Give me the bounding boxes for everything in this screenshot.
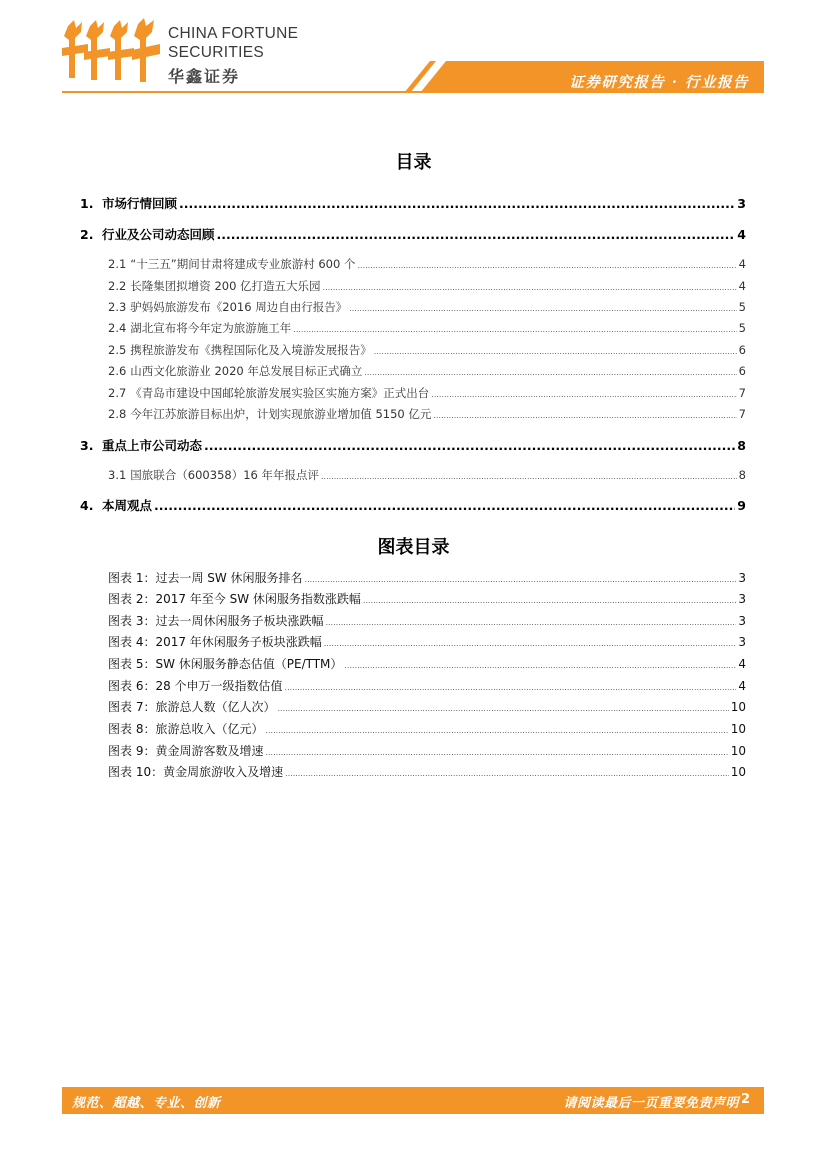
toc-entry[interactable] bbox=[108, 385, 746, 401]
toc-entry-label: 国旅联合（600358）16 年年报点评 bbox=[130, 468, 319, 482]
dot-leader bbox=[293, 325, 736, 334]
brand-name-cn: 华鑫证券 bbox=[168, 69, 241, 86]
dot-leader bbox=[321, 472, 737, 481]
figure-entry[interactable] bbox=[108, 612, 746, 629]
toc-entry-number: 2.7 bbox=[108, 386, 127, 400]
toc-entry[interactable] bbox=[108, 256, 746, 272]
toc-entry-number: 2.8 bbox=[108, 407, 127, 421]
dot-leader bbox=[285, 769, 729, 778]
dot-leader bbox=[344, 661, 736, 670]
dot-leader bbox=[324, 639, 737, 648]
figure-entry-page: 3 bbox=[738, 614, 746, 628]
toc-entry-number: 2.1 bbox=[108, 257, 127, 271]
figure-entry-label: 图表 2：2017 年至今 SW 休闲服务指数涨跌幅 bbox=[108, 592, 361, 606]
toc-entry-number: 2.4 bbox=[108, 321, 127, 335]
dot-leader bbox=[277, 704, 728, 713]
toc-entry-label: 重点上市公司动态 bbox=[102, 438, 203, 453]
toc-entry-number: 1. bbox=[80, 196, 94, 211]
figure-entry[interactable] bbox=[108, 698, 746, 715]
figure-entry-page: 10 bbox=[730, 700, 746, 714]
toc-entry-number: 2.5 bbox=[108, 343, 127, 357]
figure-entry[interactable] bbox=[108, 633, 746, 650]
figure-entry-page: 10 bbox=[730, 765, 746, 779]
toc-entry-number: 2. bbox=[80, 227, 94, 242]
figure-entry[interactable] bbox=[108, 677, 746, 694]
dot-leader bbox=[265, 726, 728, 735]
toc-entry-label: 市场行情回顾 bbox=[102, 196, 178, 211]
toc-entry-page: 7 bbox=[738, 407, 746, 421]
dot-leader bbox=[363, 596, 736, 605]
figure-entry-label: 图表 4：2017 年休闲服务子板块涨跌幅 bbox=[108, 635, 322, 649]
dot-leader bbox=[179, 196, 735, 211]
toc-entry-number: 3. bbox=[80, 438, 94, 453]
toc-entry-page: 6 bbox=[738, 343, 746, 357]
toc-entry-number: 4. bbox=[80, 498, 94, 513]
figure-entry-page: 10 bbox=[730, 722, 746, 736]
toc-entry[interactable] bbox=[108, 278, 746, 294]
toc-entry-label: 山西文化旅游业 2020 年总发展目标正式确立 bbox=[130, 364, 363, 378]
toc-entry-page: 4 bbox=[738, 257, 746, 271]
toc-entry-label: 湖北宣布将今年定为旅游施工年 bbox=[130, 321, 292, 335]
toc-entry[interactable] bbox=[80, 225, 746, 243]
toc-entry-page: 7 bbox=[738, 386, 746, 400]
dot-leader bbox=[285, 683, 737, 692]
figure-entry[interactable] bbox=[108, 763, 746, 780]
brand-name-en-line2: SECURITIES bbox=[168, 44, 265, 61]
toc-entry-number: 2.2 bbox=[108, 279, 127, 293]
toc-entry-number: 2.6 bbox=[108, 364, 127, 378]
toc-entry-page: 4 bbox=[737, 227, 746, 242]
toc-entry[interactable] bbox=[108, 406, 746, 422]
figure-entry-page: 3 bbox=[738, 571, 746, 585]
toc-entry-number: 3.1 bbox=[108, 468, 127, 482]
figure-entry[interactable] bbox=[108, 655, 746, 672]
figure-list-title: 图表目录 bbox=[377, 537, 450, 558]
figure-entry[interactable] bbox=[108, 590, 746, 607]
figure-entry[interactable] bbox=[108, 742, 746, 759]
dot-leader bbox=[374, 347, 737, 356]
toc-entry-label: 《青岛市建设中国邮轮旅游发展实验区实施方案》正式出台 bbox=[130, 386, 430, 400]
figure-entry-page: 4 bbox=[738, 657, 746, 671]
figure-entry[interactable] bbox=[108, 569, 746, 586]
dot-leader bbox=[305, 575, 737, 584]
toc-entry-page: 4 bbox=[738, 279, 746, 293]
dot-leader bbox=[433, 411, 736, 420]
toc-entry-page: 5 bbox=[738, 300, 746, 314]
page-number: 2 bbox=[740, 1092, 750, 1107]
brand-name-en-line1: CHINA FORTUNE bbox=[168, 25, 299, 42]
figure-entry[interactable] bbox=[108, 720, 746, 737]
toc-entry-page: 9 bbox=[737, 498, 746, 513]
figure-entry-page: 3 bbox=[738, 592, 746, 606]
toc-entry-label: 驴妈妈旅游发布《2016 周边自由行报告》 bbox=[130, 300, 348, 314]
toc-entry-label: 长隆集团拟增资 200 亿打造五大乐园 bbox=[130, 279, 321, 293]
dot-leader bbox=[364, 368, 736, 377]
toc-entry-label: “十三五”期间甘肃将建成专业旅游村 600 个 bbox=[130, 257, 356, 271]
figure-entry-label: 图表 3：过去一周休闲服务子板块涨跌幅 bbox=[108, 614, 324, 628]
figure-entry-page: 10 bbox=[730, 744, 746, 758]
toc-entry-label: 今年江苏旅游目标出炉，计划实现旅游业增加值 5150 亿元 bbox=[130, 407, 432, 421]
toc-entry[interactable] bbox=[80, 194, 746, 212]
figure-entry-label: 图表 9：黄金周游客数及增速 bbox=[108, 744, 264, 758]
toc-entry-page: 6 bbox=[738, 364, 746, 378]
figure-entry-label: 图表 10：黄金周旅游收入及增速 bbox=[108, 765, 284, 779]
figure-entry-label: 图表 5：SW 休闲服务静态估值（PE/TTM） bbox=[108, 657, 343, 671]
toc-entry-label: 携程旅游发布《携程国际化及入境游发展报告》 bbox=[130, 343, 372, 357]
footer-disclaimer: 请阅读最后一页重要免责声明 bbox=[563, 1096, 739, 1111]
figure-entry-page: 4 bbox=[738, 679, 746, 693]
dot-leader bbox=[323, 283, 737, 292]
dot-leader bbox=[217, 227, 736, 242]
dot-leader bbox=[154, 498, 735, 513]
report-type-label: 证券研究报告 · 行业报告 bbox=[569, 74, 749, 91]
dot-leader bbox=[431, 390, 736, 399]
toc-entry[interactable] bbox=[80, 436, 746, 454]
toc-entry[interactable] bbox=[108, 363, 746, 379]
toc-entry[interactable] bbox=[108, 299, 746, 315]
figure-entry-label: 图表 6：28 个申万一级指数估值 bbox=[108, 679, 283, 693]
toc-entry-number: 2.3 bbox=[108, 300, 127, 314]
figure-entry-label: 图表 1：过去一周 SW 休闲服务排名 bbox=[108, 571, 303, 585]
toc-entry[interactable] bbox=[108, 320, 746, 336]
toc-entry[interactable] bbox=[108, 342, 746, 358]
dot-leader bbox=[357, 261, 736, 270]
footer-slogan: 规范、超越、专业、创新 bbox=[72, 1096, 221, 1111]
toc-entry-label: 行业及公司动态回顾 bbox=[102, 227, 215, 242]
toc-entry-page: 5 bbox=[738, 321, 746, 335]
dot-leader bbox=[325, 618, 736, 627]
toc-entry[interactable] bbox=[80, 496, 746, 514]
toc-entry-label: 本周观点 bbox=[102, 498, 153, 513]
dot-leader bbox=[349, 304, 736, 313]
toc-entry-page: 8 bbox=[737, 438, 746, 453]
toc-entry-page: 3 bbox=[737, 196, 746, 211]
toc-entry[interactable] bbox=[108, 467, 746, 483]
figure-entry-page: 3 bbox=[738, 635, 746, 649]
toc-title: 目录 bbox=[395, 152, 432, 173]
figure-entry-label: 图表 7：旅游总人数（亿人次） bbox=[108, 700, 276, 714]
dot-leader bbox=[204, 438, 735, 453]
dot-leader bbox=[265, 748, 728, 757]
figure-entry-label: 图表 8：旅游总收入（亿元） bbox=[108, 722, 264, 736]
toc-entry-page: 8 bbox=[738, 468, 746, 482]
